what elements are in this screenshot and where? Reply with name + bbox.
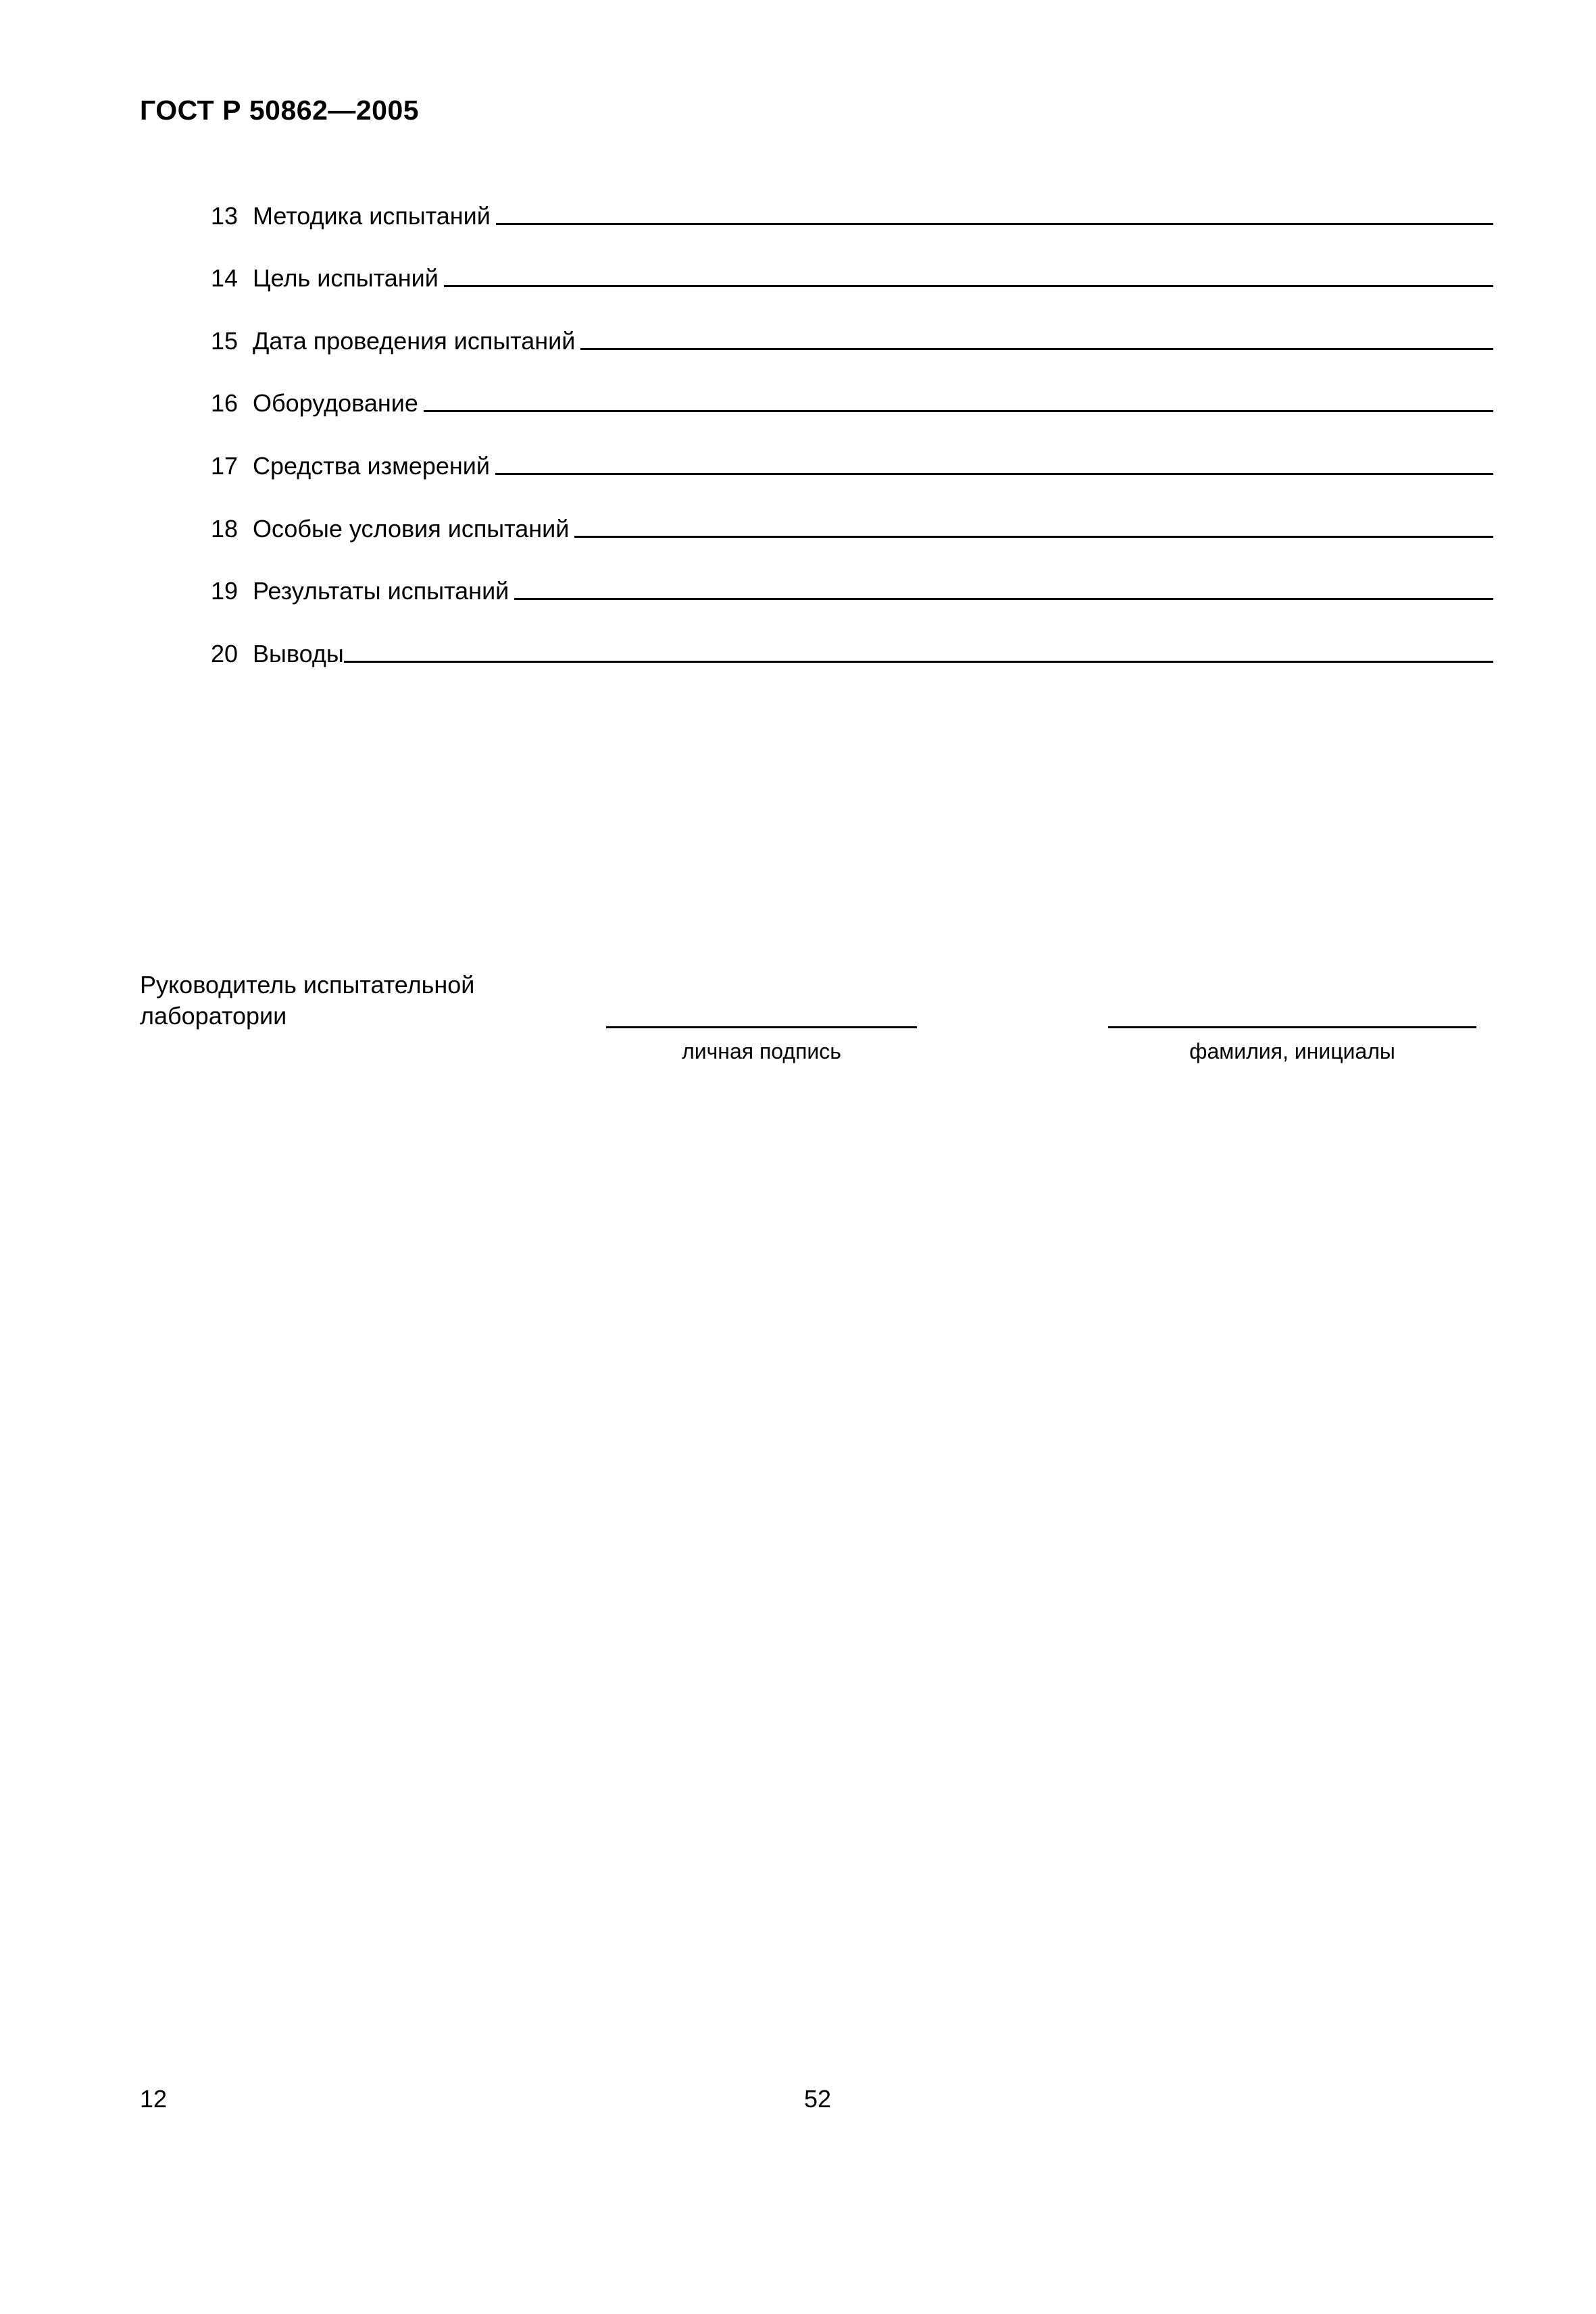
blank-fill-line[interactable] — [514, 597, 1493, 600]
signature-block — [606, 1026, 917, 1064]
field-number: 18 — [211, 514, 239, 543]
form-field-row — [211, 230, 1493, 293]
blank-fill-line[interactable] — [444, 284, 1493, 287]
form-field-row — [211, 543, 1493, 606]
name-line[interactable] — [1108, 1026, 1476, 1028]
form-field-row — [211, 293, 1493, 355]
field-number: 20 — [211, 639, 239, 668]
signature-line[interactable] — [606, 1026, 917, 1028]
field-label: Средства измерений — [253, 451, 491, 480]
form-field-row — [211, 355, 1493, 418]
name-caption: фамилия, инициалы — [1189, 1039, 1395, 1063]
form-field-row — [211, 480, 1493, 543]
field-label: Дата проведения испытаний — [253, 326, 576, 355]
field-label: Методика испытаний — [253, 201, 491, 230]
signatory-title — [140, 970, 474, 1032]
name-block — [1108, 1026, 1476, 1064]
form-fields — [211, 168, 1493, 668]
form-field-row — [211, 605, 1493, 668]
field-label: Выводы — [253, 639, 344, 668]
field-label: Оборудование — [253, 389, 418, 418]
field-number: 17 — [211, 451, 239, 480]
signature-caption: личная подпись — [682, 1039, 841, 1063]
blank-fill-line[interactable] — [496, 222, 1493, 225]
signatory-title-line: Руководитель испытательной — [140, 971, 475, 999]
page-number: 12 — [140, 2085, 168, 2113]
document-code: ГОСТ Р 50862—2005 — [140, 95, 420, 126]
blank-fill-line[interactable] — [424, 409, 1493, 412]
field-number: 15 — [211, 326, 239, 355]
blank-fill-line[interactable] — [344, 660, 1493, 663]
center-page-number: 52 — [804, 2085, 832, 2113]
signatory-title-line: лаборатории — [140, 1002, 287, 1030]
field-number: 16 — [211, 389, 239, 418]
blank-fill-line[interactable] — [580, 347, 1493, 350]
field-label: Результаты испытаний — [253, 577, 509, 605]
field-number: 13 — [211, 201, 239, 230]
field-label: Цель испытаний — [253, 264, 439, 293]
field-label: Особые условия испытаний — [253, 514, 570, 543]
field-number: 14 — [211, 264, 239, 293]
blank-fill-line[interactable] — [495, 472, 1493, 475]
form-field-row — [211, 418, 1493, 480]
form-field-row — [211, 168, 1493, 230]
blank-fill-line[interactable] — [574, 535, 1493, 538]
field-number: 19 — [211, 577, 239, 605]
